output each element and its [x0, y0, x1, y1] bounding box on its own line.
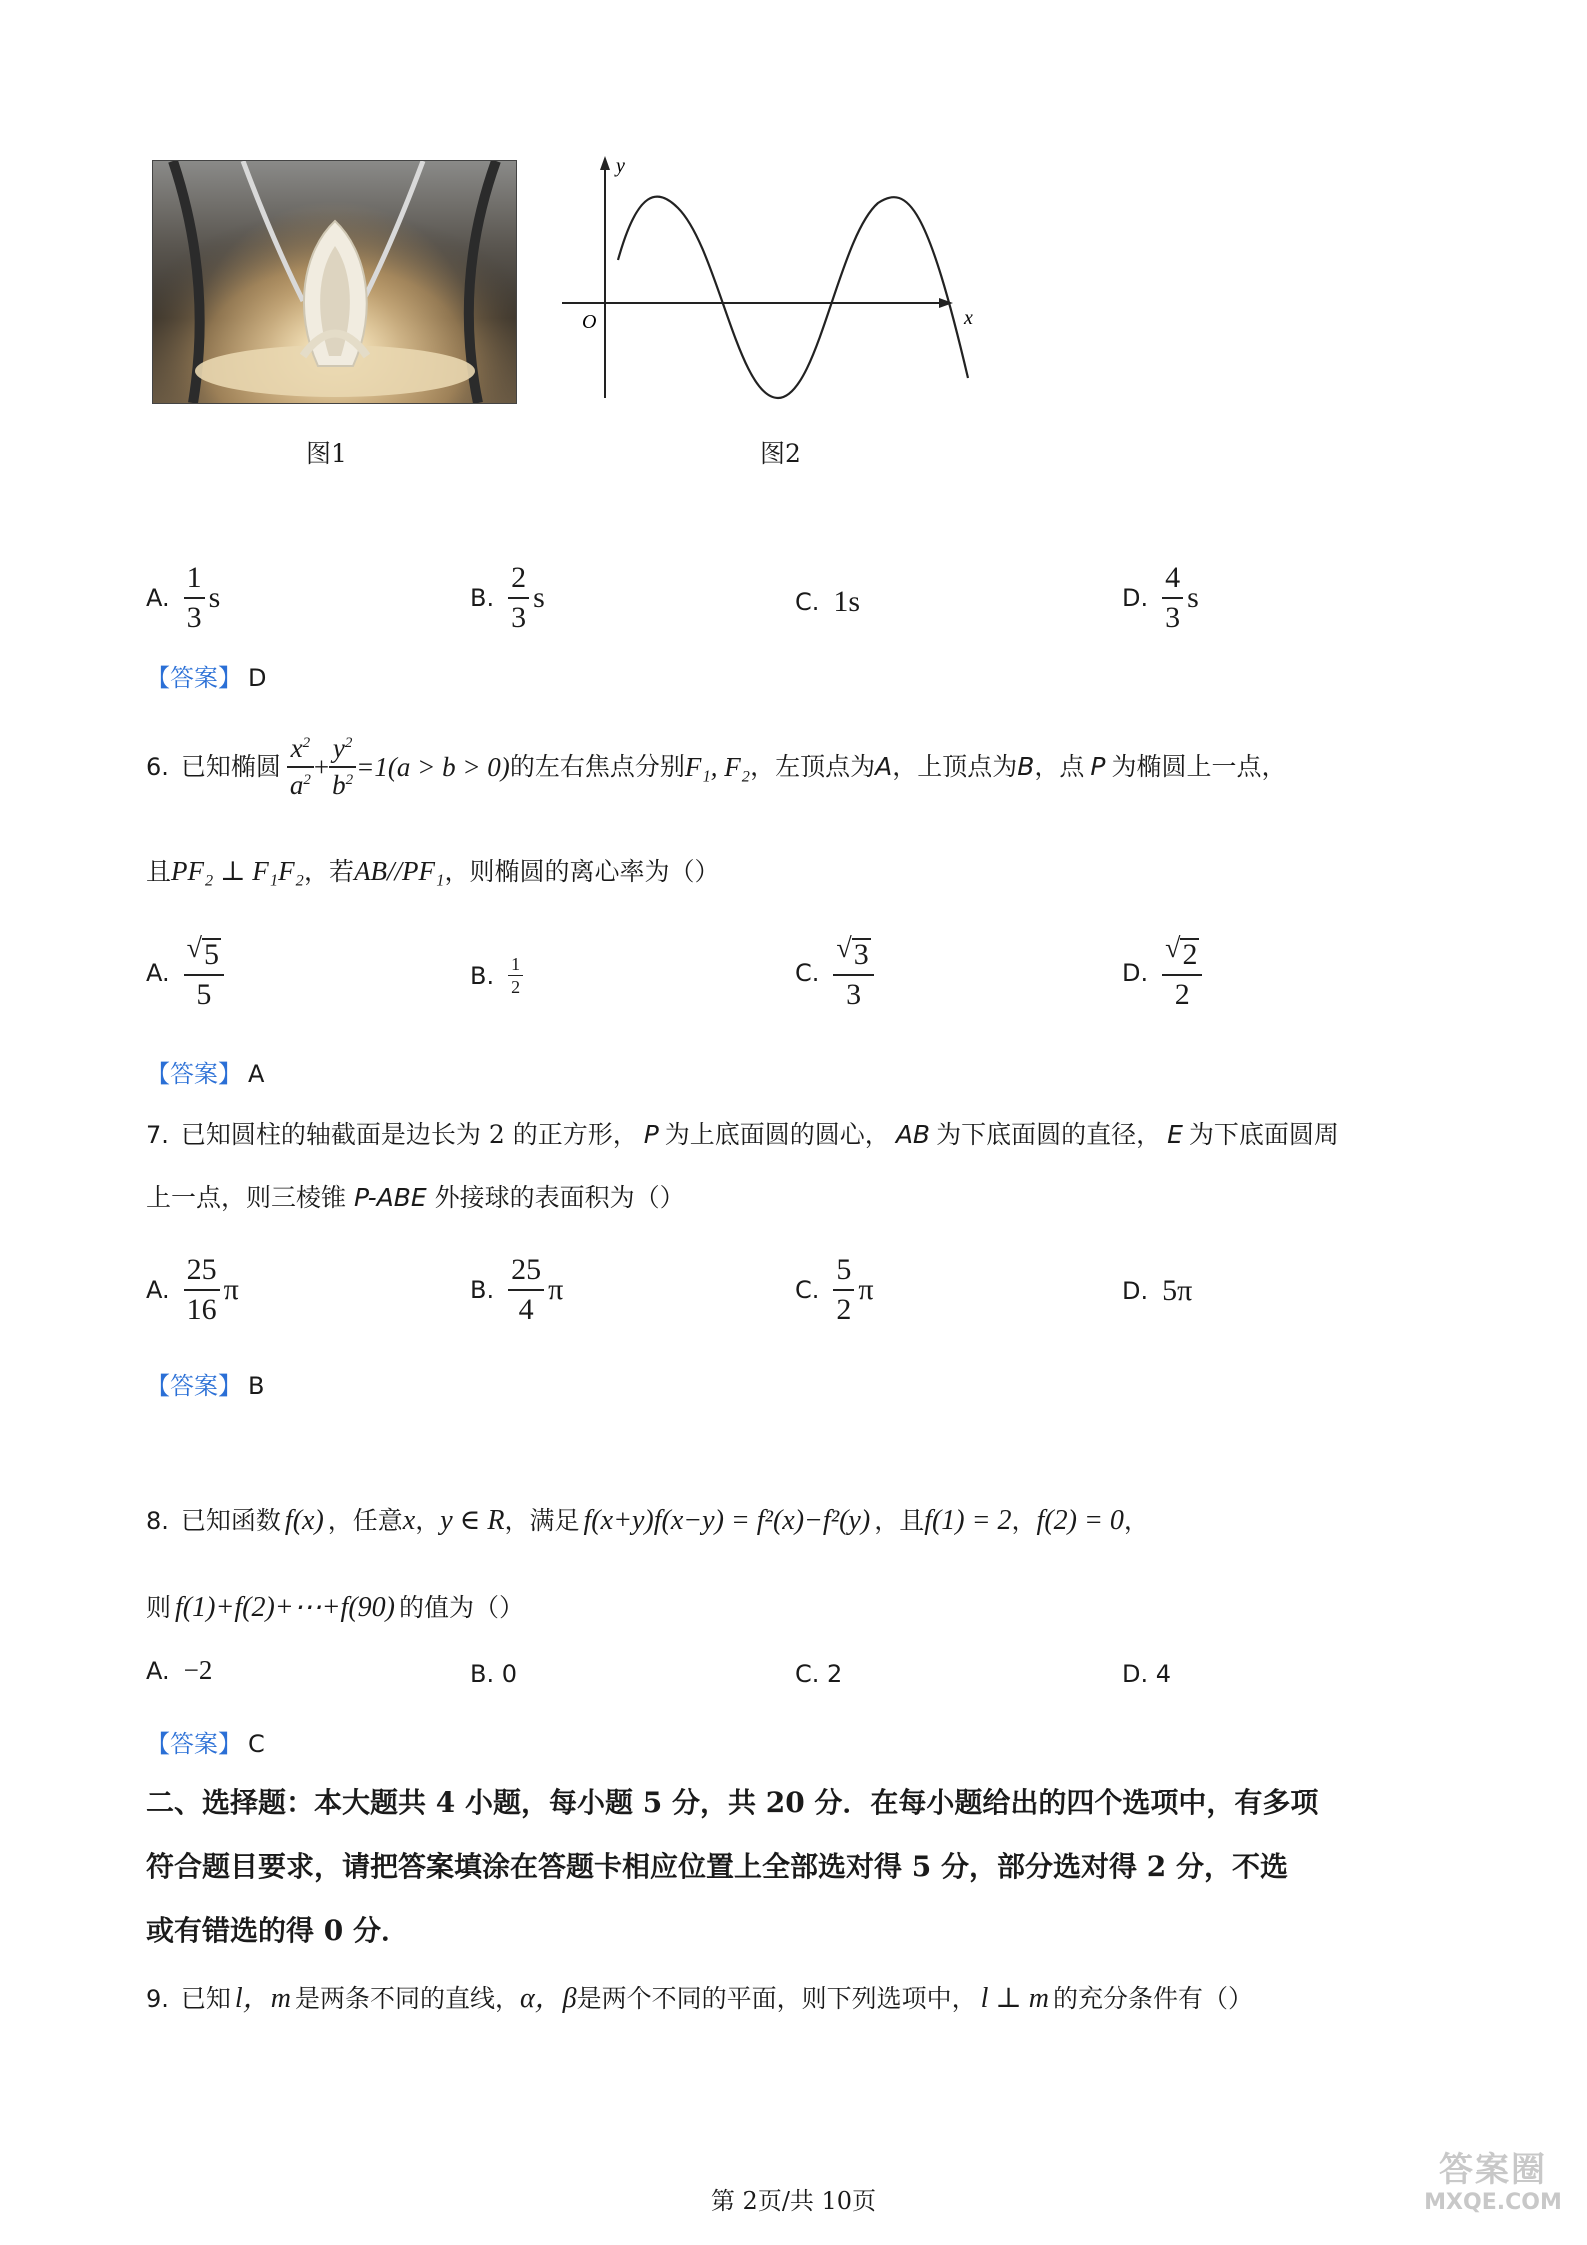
y-axis-arrow	[600, 156, 610, 170]
section-2-heading-line-3: 或有错选的得 0 分．	[146, 1914, 409, 1947]
section-2-heading-line-2: 符合题目要求，请把答案填涂在答题卡相应位置上全部选对得 5 分，部分选对得 2 分，不选	[146, 1850, 1288, 1883]
fraction-x: $\frac{x^2}{a^2}$	[287, 735, 314, 799]
figure-2-graph	[548, 148, 988, 408]
q5-option-c: C. 1s	[795, 585, 861, 618]
fraction: $\frac{1}{3}$	[184, 563, 205, 633]
sine-curve	[618, 197, 968, 398]
watermark-logo: 答案圈 MXQE.COM	[1424, 2150, 1562, 2215]
q6-answer: 【答案】 A	[146, 1060, 265, 1088]
q8-line-1: 8. 已知函数 f(x) ，任意x，y ∈ R，满足 f(x+y)f(x−y) = f²(x)−f²(y) ，且f(1) = 2，f(2) = 0，	[146, 1505, 1149, 1536]
q8-line-2: 则 f(1)+f(2)+⋯+f(90) 的值为（）	[146, 1592, 524, 1623]
q5-option-a: A. $\frac{1}{3}$ s	[146, 561, 221, 634]
q7-answer: 【答案】 B	[146, 1372, 265, 1400]
x-axis-label: x	[964, 307, 973, 329]
sculpture-illustration	[153, 161, 516, 403]
q7-line-1: 7. 已知圆柱的轴截面是边长为 2 的正方形， P 为上底面圆的圆心， AB 为下底面圆的直径， E 为下底面圆周	[146, 1120, 1339, 1149]
q6-line-2: 且PF₂ ⊥ F₁F₂，若AB//PF₁，则椭圆的离心率为（）	[146, 856, 720, 886]
q8-option-b: B. 0	[470, 1660, 517, 1688]
q6-line-1: 6. 已知椭圆 $\frac{x^2}{a^2}$ + $\frac{y^2}{b^2}$ =1(a > b > 0) 的左右焦点分别 F₁, F₂ ，左顶点为 A ，上顶点为 B ，点 P 为椭圆上一点，	[146, 733, 1287, 800]
q6-option-d: D. √ 2 2	[1122, 935, 1202, 1010]
figure-2-caption: 图2	[760, 439, 801, 468]
q5-answer: 【答案】 D	[146, 664, 267, 692]
figure-1-caption: 图1	[306, 439, 347, 468]
q8-answer: 【答案】 C	[146, 1730, 265, 1758]
q7-line-2: 上一点，则三棱锥 P-ABE 外接球的表面积为（）	[146, 1183, 685, 1212]
q5-option-b: B. $\frac{2}{3}$ s	[470, 561, 545, 634]
q7-option-c: C. $\frac{5}{2}$ π	[795, 1253, 874, 1326]
q5-option-d: D. $\frac{4}{3}$ s	[1122, 561, 1199, 634]
q8-option-c: C. 2	[795, 1660, 843, 1688]
q6-option-a: A. √ 5 5	[146, 935, 224, 1010]
q7-option-d: D. 5π	[1122, 1274, 1193, 1307]
fraction: $\frac{4}{3}$	[1162, 563, 1183, 633]
fraction-y: $\frac{y^2}{b^2}$	[329, 735, 356, 799]
q8-option-a: A. −2	[146, 1655, 213, 1685]
y-axis-label: y	[616, 155, 625, 177]
q6-option-c: C. √ 3 3	[795, 935, 874, 1010]
q8-option-d: D. 4	[1122, 1660, 1172, 1688]
q9-line-1: 9. 已知 l，m 是两条不同的直线，α，β是两个不同的平面，则下列选项中， l ⊥ m 的充分条件有（）	[146, 1983, 1253, 2014]
fraction: $\frac{2}{3}$	[508, 563, 529, 633]
section-2-heading-line-1: 二、选择题：本大题共 4 小题，每小题 5 分，共 20 分．在每小题给出的四个选项中，有多项	[146, 1786, 1319, 1819]
q6-option-b: B. $\frac{1}{2}$	[470, 955, 523, 996]
figure-1-photo	[152, 160, 517, 404]
page-footer: 第 2页/共 10页	[710, 2187, 877, 2215]
q7-option-b: B. $\frac{25}{4}$ π	[470, 1253, 564, 1326]
q7-option-a: A. $\frac{25}{16}$ π	[146, 1253, 239, 1326]
origin-label: O	[582, 311, 597, 333]
